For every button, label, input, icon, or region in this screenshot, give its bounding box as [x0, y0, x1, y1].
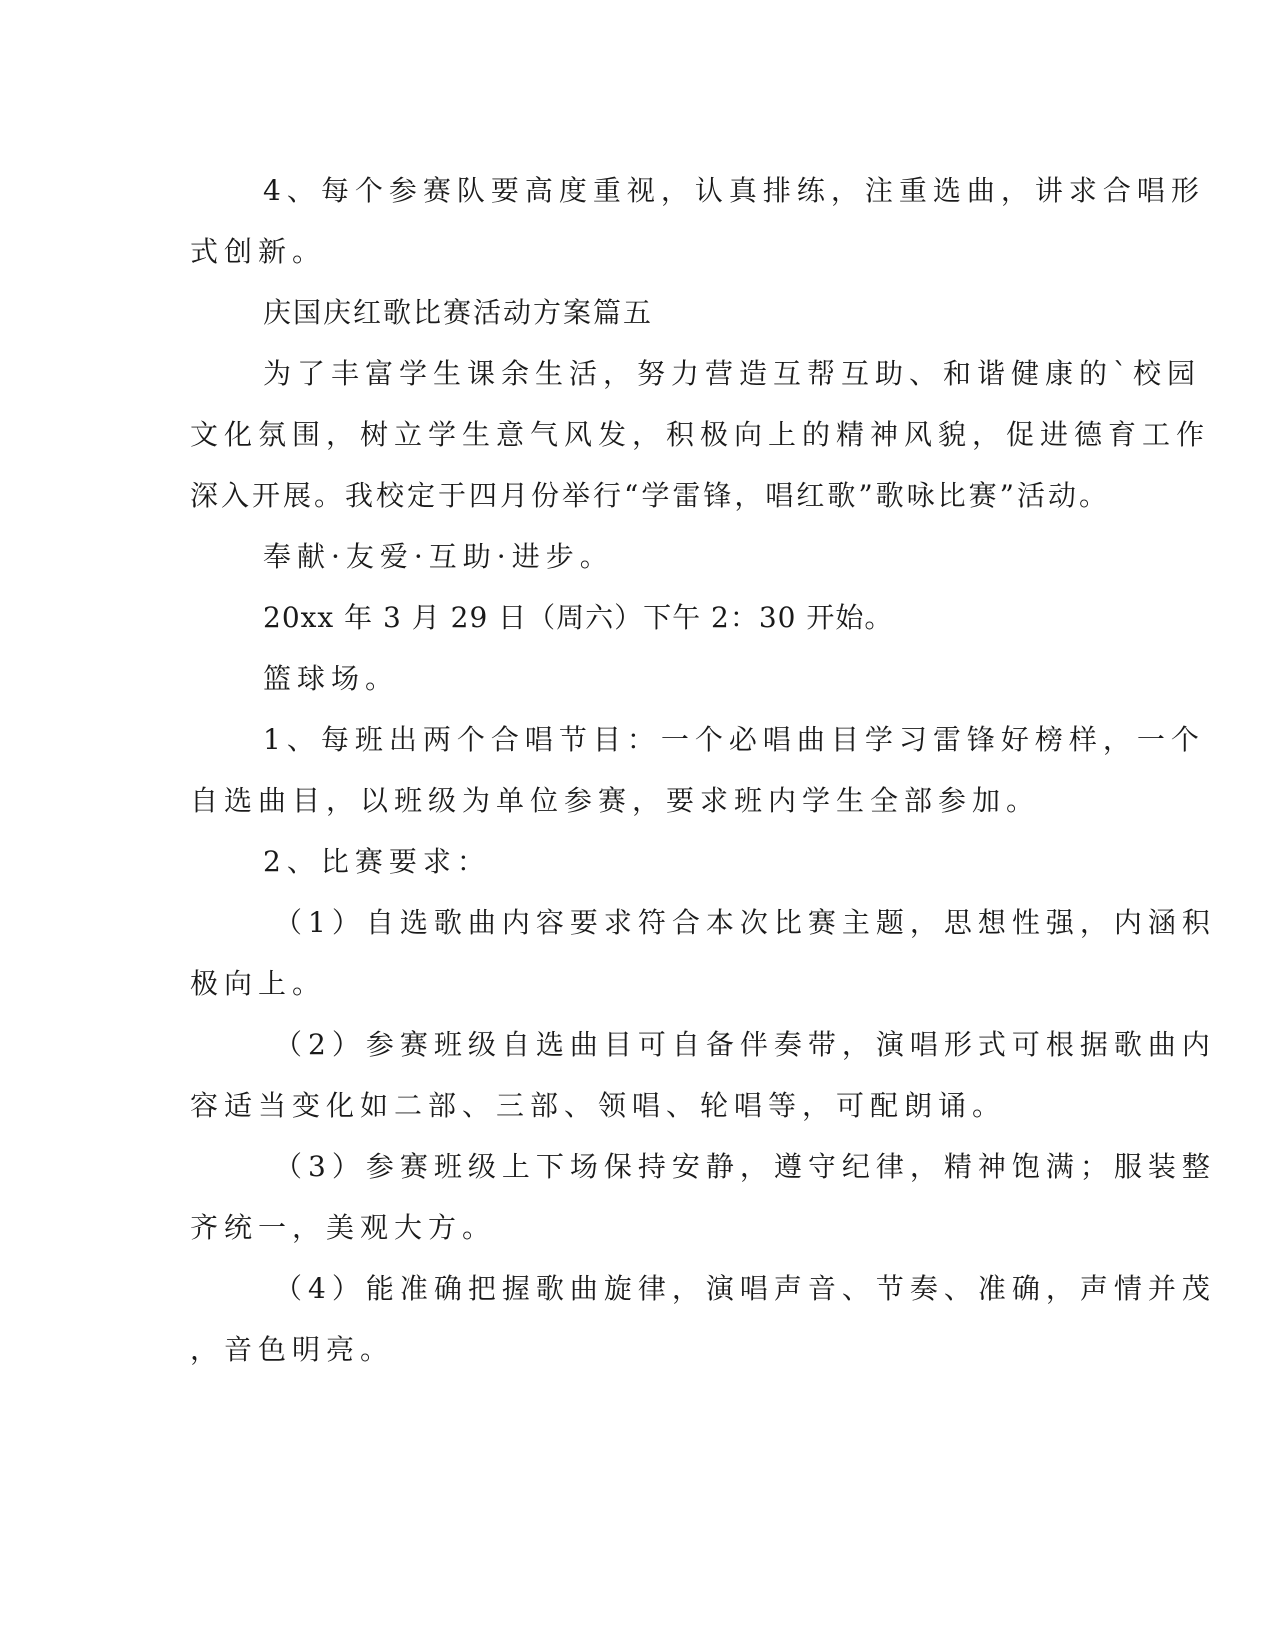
paragraph-line: （4）能准确把握歌曲旋律，演唱声音、节奏、准确，声情并茂 [274, 1272, 1216, 1305]
venue-line: 篮球场。 [263, 662, 400, 695]
paragraph-line: 为了丰富学生课余生活，努力营造互帮互助、和谐健康的`校园 [263, 357, 1202, 390]
paragraph-line: （3）参赛班级上下场保持安静，遵守纪律，精神饱满；服装整 [274, 1150, 1216, 1183]
time-line: 20xx 年 3 月 29 日（周六）下午 2：30 开始。 [263, 601, 894, 634]
paragraph-line: 容适当变化如二部、三部、领唱、轮唱等，可配朗诵。 [190, 1089, 1007, 1122]
section-heading: 庆国庆红歌比赛活动方案篇五 [263, 296, 654, 329]
body-text [190, 160, 1216, 1380]
theme-line: 奉献·友爱·互助·进步。 [263, 540, 614, 573]
paragraph-line: 1、每班出两个合唱节目：一个必唱曲目学习雷锋好榜样，一个 [263, 723, 1205, 756]
paragraph-line: 自选曲目，以班级为单位参赛，要求班内学生全部参加。 [190, 784, 1041, 817]
paragraph-line: （2）参赛班级自选曲目可自备伴奏带，演唱形式可根据歌曲内 [274, 1028, 1216, 1061]
paragraph-line: （1）自选歌曲内容要求符合本次比赛主题，思想性强，内涵积 [274, 906, 1216, 939]
paragraph-line: 深入开展。我校定于四月份举行“学雷锋，唱红歌”歌咏比赛”活动。 [190, 479, 1110, 512]
paragraph-line: ，音色明亮。 [190, 1333, 395, 1366]
paragraph-line: 式创新。 [190, 235, 327, 268]
paragraph-line: 极向上。 [190, 967, 327, 1000]
paragraph-line: 文化氛围，树立学生意气风发，积极向上的精神风貌，促进德育工作 [190, 418, 1211, 451]
paragraph-line: 2、比赛要求： [263, 845, 491, 878]
paragraph-line: 齐统一，美观大方。 [190, 1211, 497, 1244]
paragraph-line: 4、每个参赛队要高度重视，认真排练，注重选曲，讲求合唱形 [263, 174, 1205, 207]
